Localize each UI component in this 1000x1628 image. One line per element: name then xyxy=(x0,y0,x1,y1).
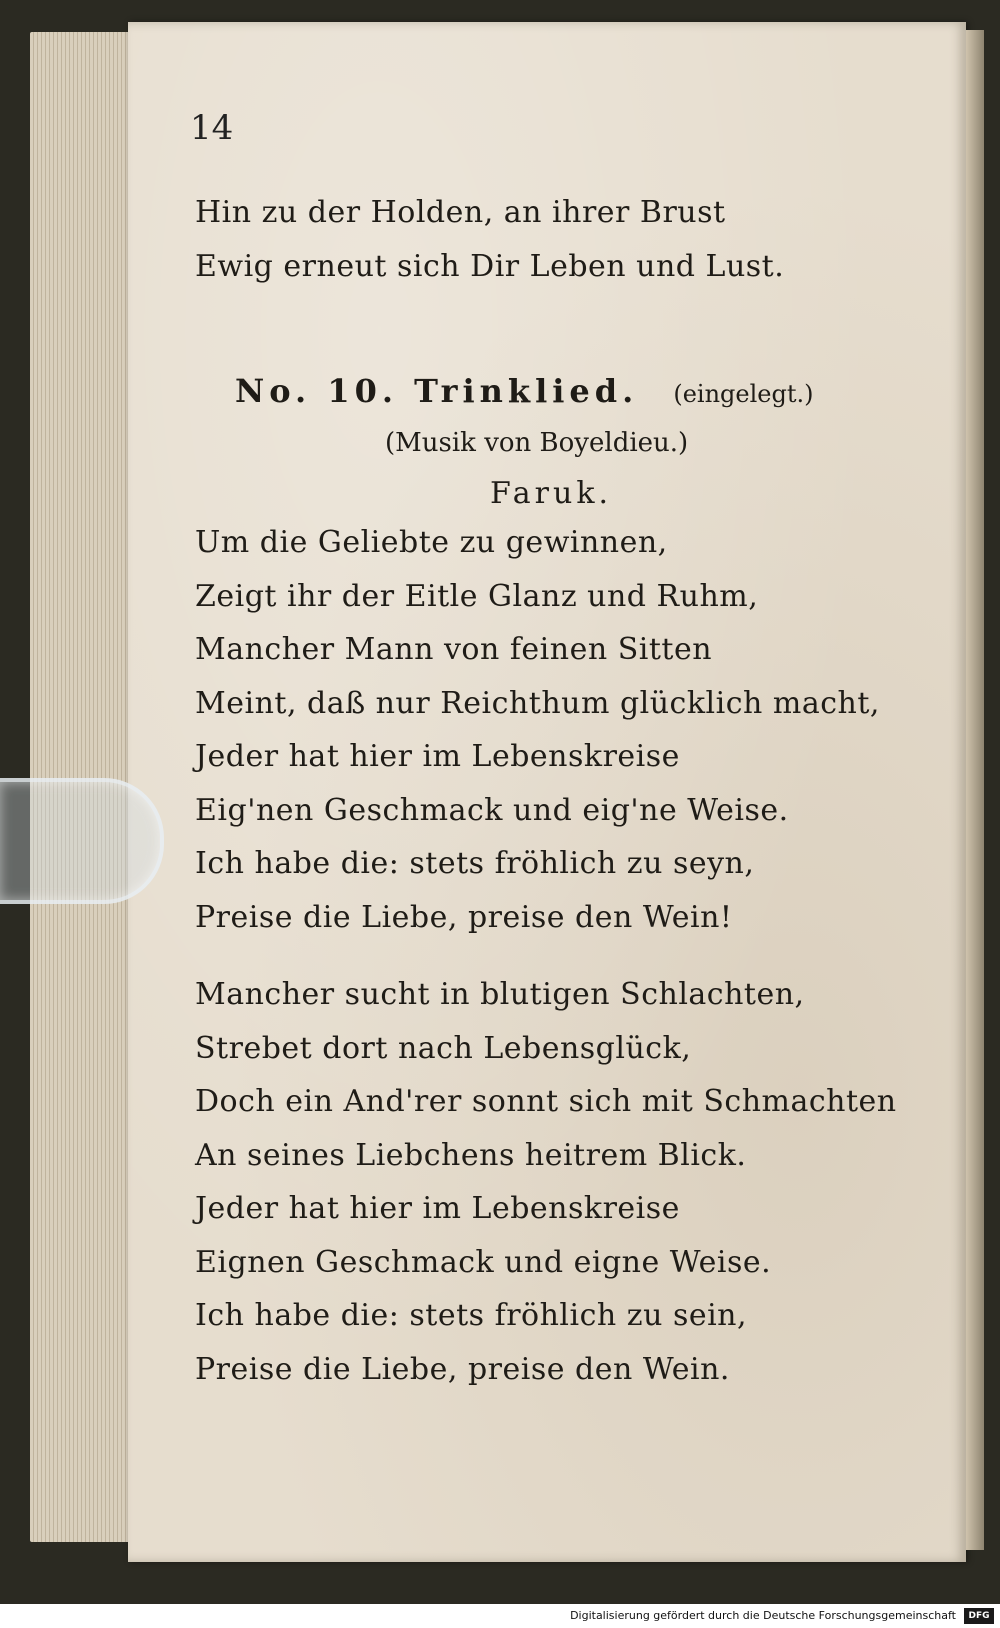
verse-line: Ewig erneut sich Dir Leben und Lust. xyxy=(195,248,785,284)
verse-line: Preise die Liebe, preise den Wein. xyxy=(195,1351,730,1387)
song-heading xyxy=(235,372,814,410)
music-credit: (Musik von Boyeldieu.) xyxy=(385,428,689,458)
footer-text: Digitalisierung gefördert durch die Deutsche Forschungsgemeinschaft xyxy=(570,1609,956,1622)
page-number: 14 xyxy=(190,108,234,148)
song-title: No. 10. Trinklied. xyxy=(235,372,639,410)
verse-line: Ich habe die: stets fröhlich zu sein, xyxy=(195,1298,748,1333)
verse-line: Meint, daß nur Reichthum glücklich macht, xyxy=(195,685,880,721)
page-right-edge xyxy=(966,30,984,1550)
verse-line: Preise die Liebe, preise den Wein! xyxy=(195,899,733,935)
opening-lines xyxy=(195,186,784,293)
speaker-name: Faruk. xyxy=(490,476,613,511)
verse-line: Jeder hat hier im Lebenskreise xyxy=(195,739,680,774)
verse-line: Strebet dort nach Lebensglück, xyxy=(195,1030,692,1066)
verse-line: Zeigt ihr der Eitle Glanz und Ruhm, xyxy=(195,578,759,614)
verse-line: Doch ein And'rer sonnt sich mit Schmachten xyxy=(195,1084,897,1119)
verse-line: Hin zu der Holden, an ihrer Brust xyxy=(195,195,726,230)
glass-page-clip xyxy=(0,778,164,904)
stanza-2 xyxy=(195,968,897,1396)
digitization-footer xyxy=(0,1604,1000,1628)
verse-line: Mancher Mann von feinen Sitten xyxy=(195,632,713,667)
dfg-logo-badge: DFG xyxy=(964,1608,994,1624)
verse-line: Ich habe die: stets fröhlich zu seyn, xyxy=(195,846,755,881)
verse-line: Jeder hat hier im Lebenskreise xyxy=(195,1191,680,1226)
verse-line: Um die Geliebte zu gewinnen, xyxy=(195,525,668,560)
stanza-1 xyxy=(195,516,880,944)
verse-line: An seines Liebchens heitrem Blick. xyxy=(195,1137,747,1173)
verse-line: Eignen Geschmack und eigne Weise. xyxy=(195,1244,772,1280)
verse-line: Mancher sucht in blutigen Schlachten, xyxy=(195,977,805,1012)
verse-line: Eig'nen Geschmack und eig'ne Weise. xyxy=(195,792,789,828)
song-note: (eingelegt.) xyxy=(673,380,814,408)
